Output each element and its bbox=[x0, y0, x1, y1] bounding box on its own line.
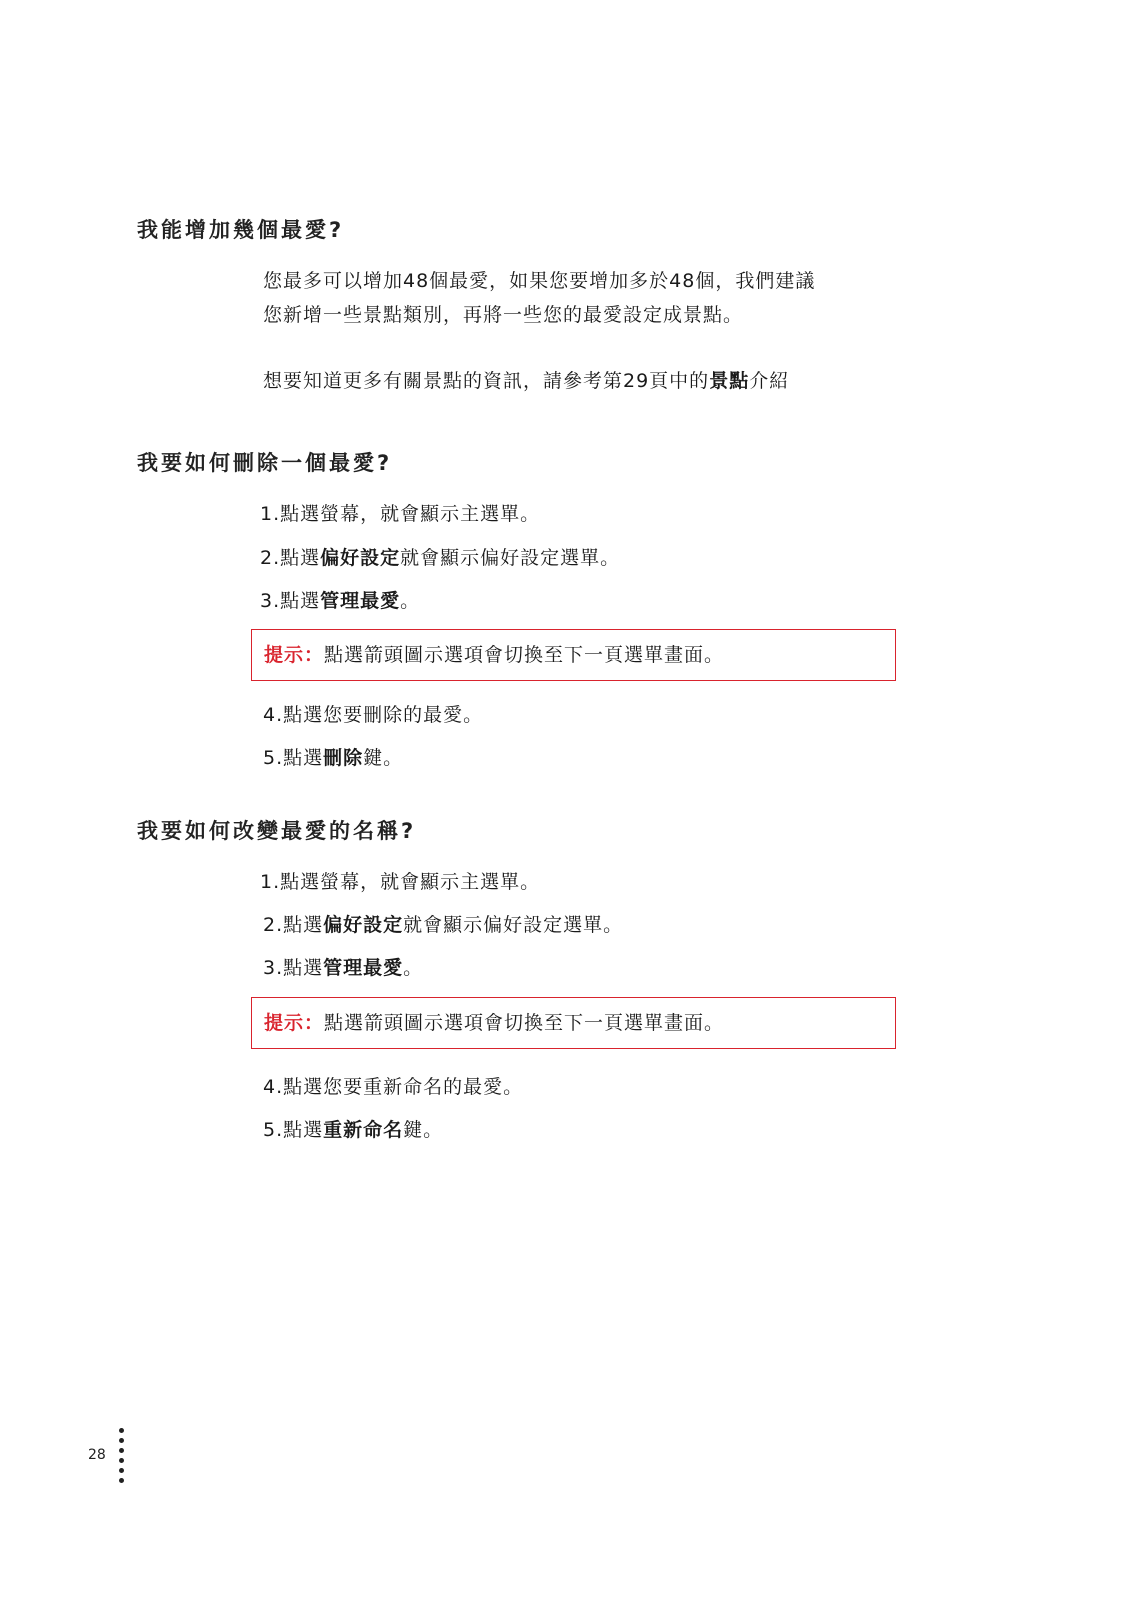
tip-text: 點選箭頭圖示選項會切換至下一頁選單畫面。 bbox=[324, 644, 725, 666]
tip-label: 提示： bbox=[264, 644, 325, 666]
step-item: 2.點選偏好設定就會顯示偏好設定選單。 bbox=[263, 914, 624, 936]
paragraph-reference: 想要知道更多有關景點的資訊，請參考第29頁中的景點介紹 bbox=[263, 370, 790, 392]
tip-text: 點選箭頭圖示選項會切換至下一頁選單畫面。 bbox=[324, 1012, 725, 1034]
step-item: 3.點選管理最愛。 bbox=[263, 957, 424, 979]
step-item: 4.點選您要重新命名的最愛。 bbox=[263, 1076, 524, 1098]
page-dots-decoration bbox=[119, 1428, 125, 1488]
section-heading-rename-favorite: 我要如何改變最愛的名稱? bbox=[137, 819, 417, 843]
tip-box bbox=[251, 997, 896, 1049]
step-item: 1.點選螢幕，就會顯示主選單。 bbox=[260, 871, 541, 893]
step-item: 2.點選偏好設定就會顯示偏好設定選單。 bbox=[260, 547, 621, 569]
page-number: 28 bbox=[88, 1447, 106, 1463]
step-item: 1.點選螢幕，就會顯示主選單。 bbox=[260, 503, 541, 525]
paragraph-line: 您新增一些景點類別，再將一些您的最愛設定成景點。 bbox=[263, 304, 744, 326]
tip-box bbox=[251, 629, 896, 681]
section-heading-favorites-limit: 我能增加幾個最愛? bbox=[137, 218, 345, 242]
step-item: 3.點選管理最愛。 bbox=[260, 590, 421, 612]
step-item: 4.點選您要刪除的最愛。 bbox=[263, 704, 484, 726]
step-item: 5.點選刪除鍵。 bbox=[263, 747, 404, 769]
tip-label: 提示： bbox=[264, 1012, 325, 1034]
section-heading-delete-favorite: 我要如何刪除一個最愛? bbox=[137, 451, 393, 475]
step-item: 5.點選重新命名鍵。 bbox=[263, 1119, 444, 1141]
paragraph-line: 您最多可以增加48個最愛，如果您要增加多於48個，我們建議 bbox=[263, 270, 816, 292]
